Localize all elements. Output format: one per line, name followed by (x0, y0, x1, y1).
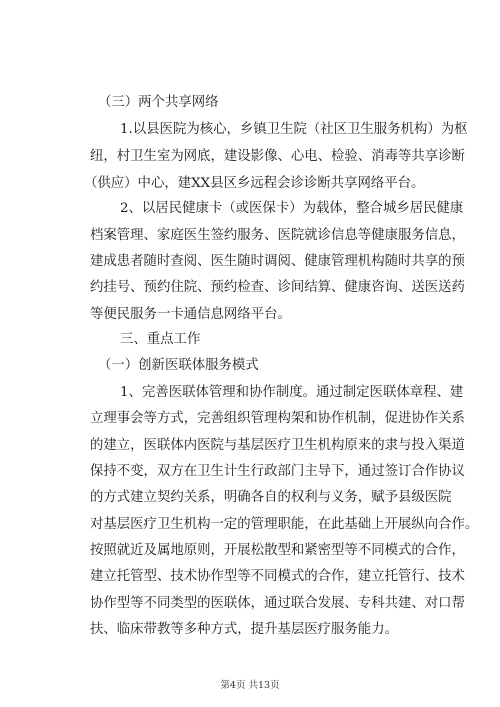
paragraph-line: 档案管理、家庭医生签约服务、医院就诊信息等健康服务信息， (90, 228, 465, 243)
paragraph-line: 按照就近及属地原则，开展松散型和紧密型等不同模式的合作， (90, 543, 465, 558)
paragraph-line: 的建立，医联体内医院与基层医疗卫生机构原来的隶与投入渠道 (90, 438, 465, 453)
paragraph-line: 约挂号、预约住院、预约检查、诊间结算、健康咨询、送医送药 (90, 280, 465, 295)
paragraph-line: （供应）中心，建XX县区乡远程会诊诊断共享网络平台。 (84, 176, 425, 191)
paragraph-line: 纽，村卫生室为网底，建设影像、心电、检验、消毒等共享诊断 (90, 149, 465, 164)
paragraph-line: 1、完善医联体管理和协作制度。通过制定医联体章程、建 (120, 385, 464, 400)
section-heading: （三）两个共享网络 (98, 95, 219, 110)
paragraph-line: 1.以县医院为核心，乡镇卫生院（社区卫生服务机构）为枢 (120, 122, 468, 137)
paragraph-line: 保持不变，双方在卫生计生行政部门主导下，通过签订合作协议 (90, 464, 465, 479)
paragraph-line: 建立托管型、技术协作型等不同模式的合作，建立托管行、技术 (90, 569, 465, 584)
paragraph-line: 协作型等不同类型的医联体，通过联合发展、专科共建、对口帮 (90, 596, 465, 611)
paragraph-line: 的方式建立契约关系，明确各自的权利与义务，赋予县级医院 (90, 490, 452, 505)
paragraph-line: 2、以居民健康卡（或医保卡）为载体，整合城乡居民健康 (120, 201, 464, 216)
paragraph-line: 对基层医疗卫生机构一定的管理职能，在此基础上开展纵向合作。 (90, 517, 479, 532)
subsection-heading: （一）创新医联体服务模式 (98, 358, 259, 373)
page-number-footer: 第4页 共13页 (220, 680, 280, 691)
paragraph-line: 等便民服务一卡通信息网络平台。 (90, 307, 291, 322)
section-heading: 三、重点工作 (120, 332, 201, 347)
paragraph-line: 扶、临床带教等多种方式，提升基层医疗服务能力。 (90, 622, 398, 637)
paragraph-line: 立理事会等方式，完善组织管理构架和协作机制，促进协作关系 (90, 411, 465, 426)
paragraph-line: 建成患者随时查阅、医生随时调阅、健康管理机构随时共享的预 (90, 254, 465, 269)
